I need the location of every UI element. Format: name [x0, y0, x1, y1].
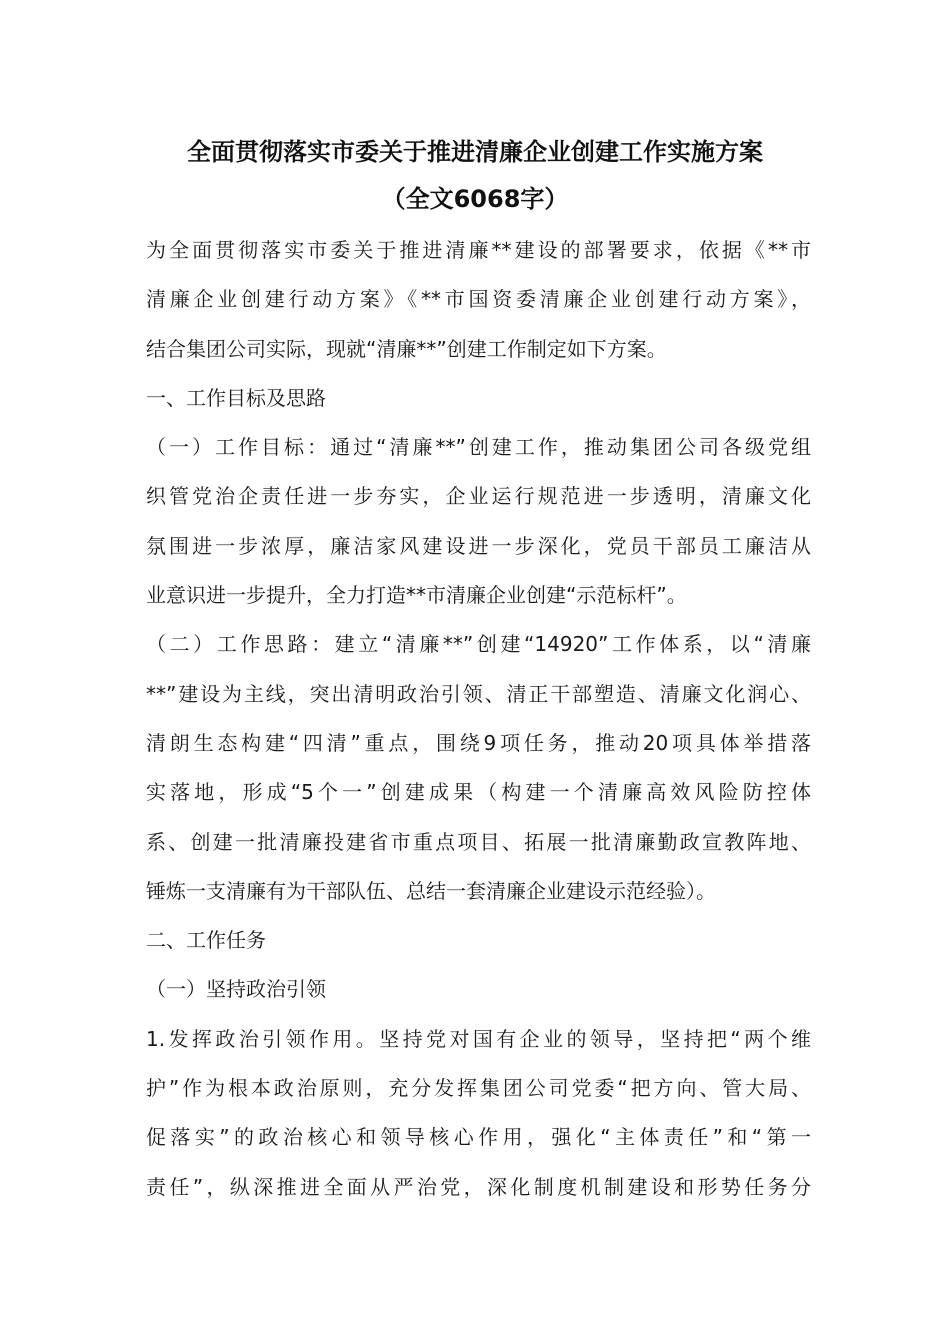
body-line: 业意识进一步提升，全力打造**市清廉企业创建“示范标杆”。 [146, 583, 687, 608]
document-subtitle: （全文6068字） [381, 185, 569, 213]
section-heading: 二、工作任务 [146, 928, 266, 953]
body-line: 护”作为根本政治原则，充分发挥集团公司党委“把方向、管大局、 [146, 1076, 811, 1101]
body-line: （一）工作目标：通过“清廉**”创建工作，推动集团公司各级党组 [146, 435, 811, 460]
body-line: 结合集团公司实际，现就“清廉**”创建工作制定如下方案。 [146, 336, 667, 361]
body-line: 实落地，形成“5个一”创建成果（构建一个清廉高效风险防控体 [146, 780, 811, 805]
body-line: 清廉企业创建行动方案》《**市国资委清廉企业创建行动方案》， [146, 287, 811, 312]
body-line: 清朗生态构建“四清”重点，围绕9项任务，推动20项具体举措落 [146, 730, 811, 755]
subsection-heading: （一）坚持政治引领 [146, 977, 326, 1002]
body-line: 系、创建一批清廉投建省市重点项目、拓展一批清廉勤政宣教阵地、 [146, 829, 811, 854]
body-line: 1.发挥政治引领作用。坚持党对国有企业的领导，坚持把“两个维 [146, 1026, 811, 1051]
body-line: 促落实”的政治核心和领导核心作用，强化“主体责任”和“第一 [146, 1125, 811, 1150]
body-line: 锤炼一支清廉有为干部队伍、总结一套清廉企业建设示范经验）。 [146, 878, 716, 903]
document-body [146, 226, 811, 1212]
body-line: 责任”，纵深推进全面从严治党，深化制度机制建设和形势任务分 [146, 1174, 811, 1199]
body-line: 氛围进一步浓厚，廉洁家风建设进一步深化，党员干部员工廉洁从 [146, 533, 811, 558]
body-line: 织管党治企责任进一步夯实，企业运行规范进一步透明，清廉文化 [146, 484, 811, 509]
body-line: 为全面贯彻落实市委关于推进清廉**建设的部署要求，依据《**市 [146, 238, 811, 262]
body-line: **”建设为主线，突出清明政治引领、清正干部塑造、清廉文化润心、 [146, 681, 811, 706]
section-heading: 一、工作目标及思路 [146, 385, 326, 410]
body-line: （二）工作思路：建立“清廉**”创建“14920”工作体系，以“清廉 [146, 632, 811, 657]
document-title: 全面贯彻落实市委关于推进清廉企业创建工作实施方案 [187, 138, 763, 166]
